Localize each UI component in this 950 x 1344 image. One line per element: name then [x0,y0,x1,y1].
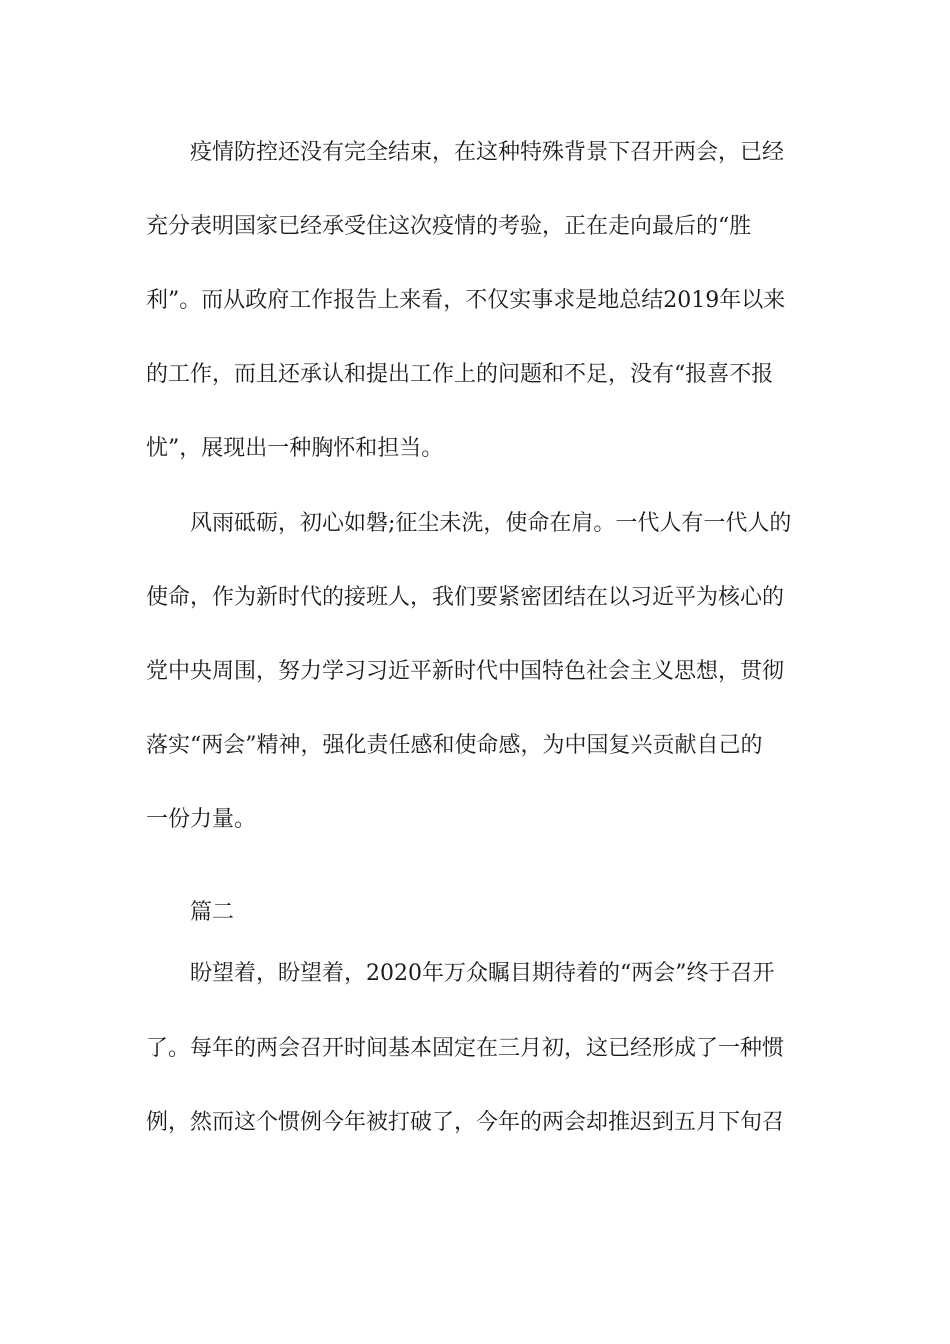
paragraph-2-line-3: 党中央周围，努力学习习近平新时代中国特色社会主义思想，贯彻 [146,659,785,684]
paragraph-2-line-2: 使命，作为新时代的接班人，我们要紧密团结在以习近平为核心的 [146,585,785,610]
paragraph-1-line-2: 充分表明国家已经承受住这次疫情的考验，正在走向最后的“胜 [146,214,752,239]
paragraph-1-line-4: 的工作，而且还承认和提出工作上的问题和不足，没有“报喜不报 [146,362,774,387]
paragraph-1-line-5: 忧”，展现出一种胸怀和担当。 [146,436,444,461]
section-paragraph-line-1: 盼望着，盼望着，2020年万众瞩目期待着的“两会”终于召开 [190,961,775,986]
paragraph-2-line-4: 落实“两会”精神，强化责任感和使命感，为中国复兴贡献自己的 [146,733,763,758]
paragraph-1-line-1: 疫情防控还没有完全结束，在这种特殊背景下召开两会，已经 [190,140,785,165]
section-paragraph-line-3: 例，然而这个惯例今年被打破了，今年的两会却推迟到五月下旬召 [146,1110,785,1135]
paragraph-2-line-5: 一份力量。 [146,807,257,832]
paragraph-2-line-1: 风雨砥砺，初心如磐;征尘未洗，使命在肩。一代人有一代人的 [190,511,792,536]
section-paragraph-line-2: 了。每年的两会召开时间基本固定在三月初，这已经形成了一种惯 [146,1036,785,1061]
section-heading: 篇二 [190,900,235,925]
paragraph-1-line-3: 利”。而从政府工作报告上来看，不仅实事求是地总结2019年以来 [146,288,786,313]
